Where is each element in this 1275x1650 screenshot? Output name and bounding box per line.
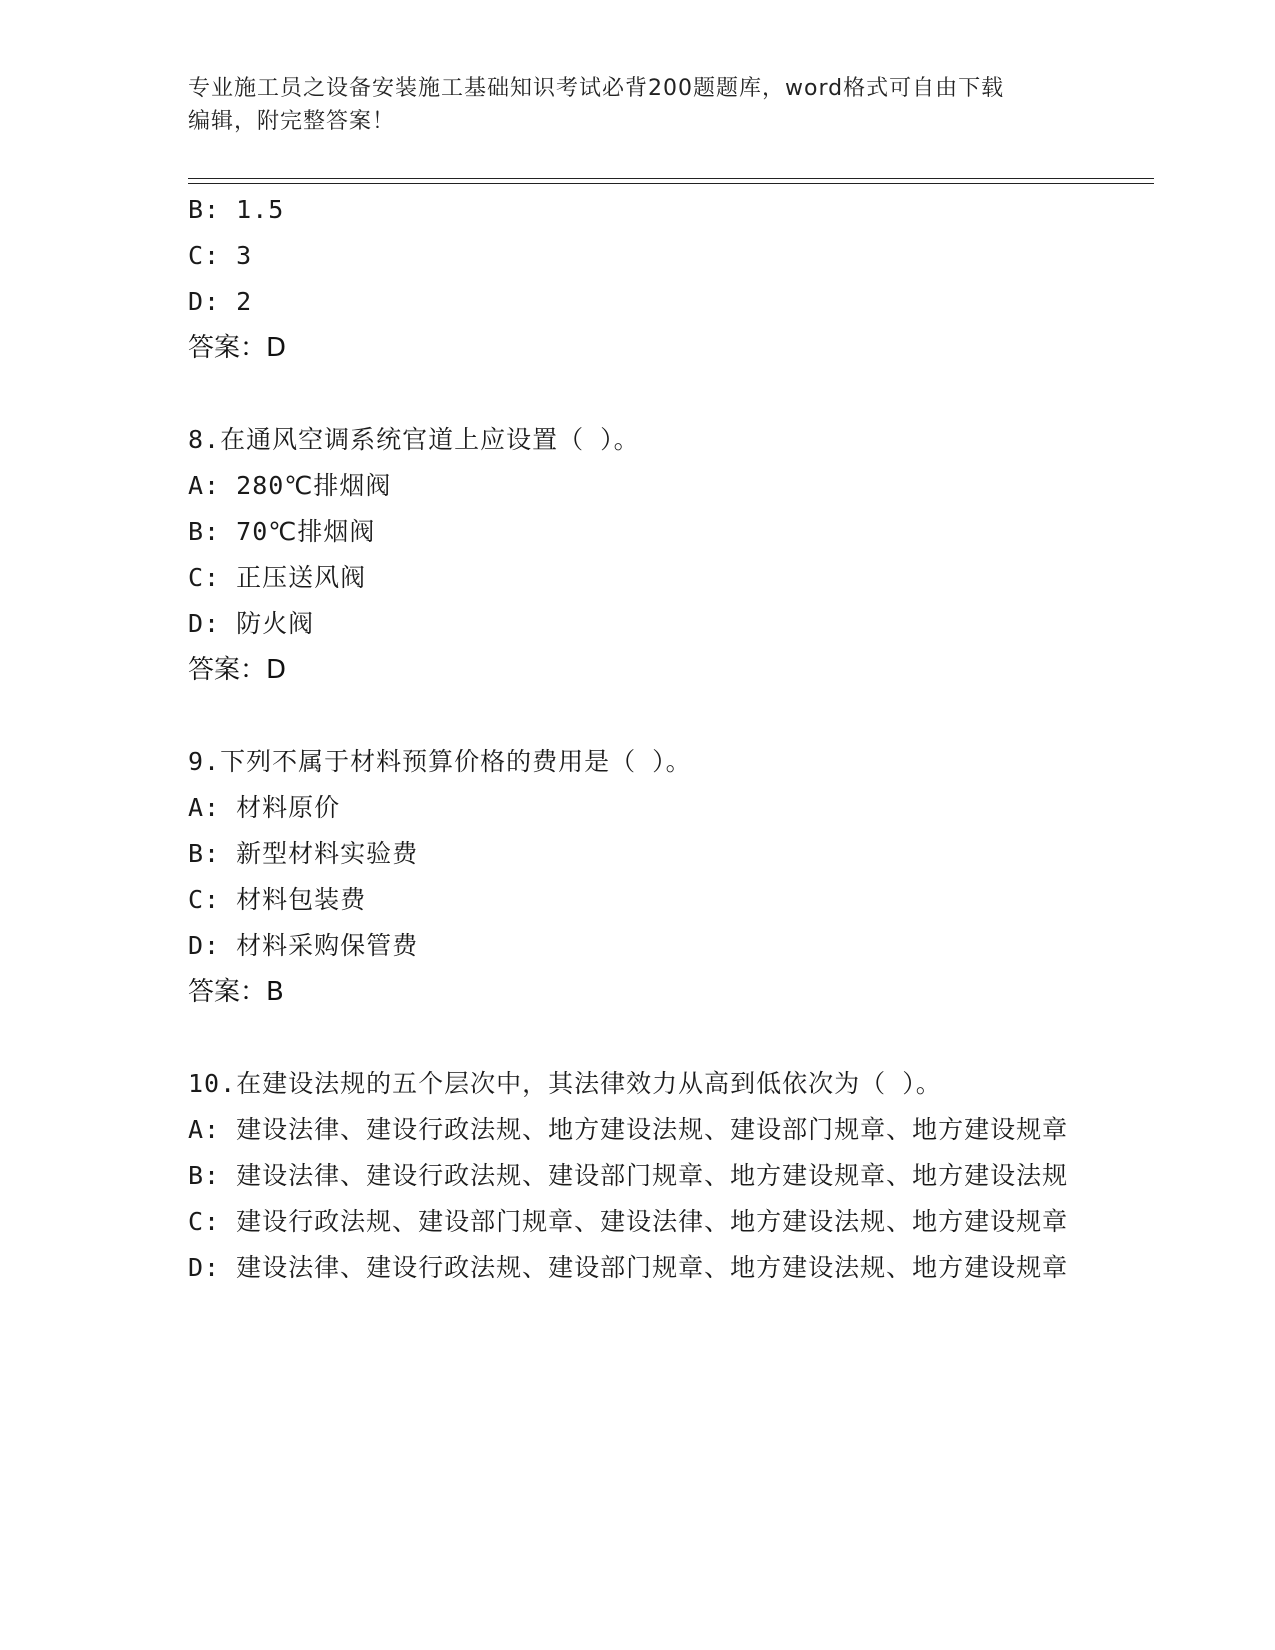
question-stem: 8.在通风空调系统官道上应设置（ ）。 [188, 425, 640, 454]
answer: 答案：D [188, 655, 287, 685]
question-stem: 9.下列不属于材料预算价格的费用是（ ）。 [188, 747, 692, 776]
option-a: A: 建设法律、建设行政法规、地方建设法规、建设部门规章、地方建设规章 [188, 1115, 1069, 1144]
question-8 [188, 417, 1088, 693]
question-10 [188, 1061, 1088, 1291]
option-d: D: 2 [188, 287, 253, 316]
question-list [188, 187, 1088, 1291]
option-d: D: 材料采购保管费 [188, 931, 419, 960]
option-c: C: 正压送风阀 [188, 563, 367, 592]
spacer [188, 693, 1088, 739]
option-b: B: 新型材料实验费 [188, 839, 419, 868]
question-7-continued [188, 187, 1088, 371]
option-c: C: 3 [188, 241, 253, 270]
spacer [188, 1015, 1088, 1061]
answer: 答案：B [188, 977, 284, 1007]
document-header [188, 72, 1088, 138]
option-b: B: 建设法律、建设行政法规、建设部门规章、地方建设规章、地方建设法规 [188, 1161, 1069, 1190]
option-d: D: 防火阀 [188, 609, 315, 638]
question-9 [188, 739, 1088, 1015]
answer: 答案：D [188, 333, 287, 363]
question-stem: 10.在建设法规的五个层次中，其法律效力从高到低依次为（ ）。 [188, 1069, 942, 1098]
option-b: B: 70℃排烟阀 [188, 517, 376, 546]
spacer [188, 371, 1088, 417]
header-divider [188, 178, 1154, 184]
option-d: D: 建设法律、建设行政法规、建设部门规章、地方建设法规、地方建设规章 [188, 1253, 1069, 1282]
option-a: A: 280℃排烟阀 [188, 471, 392, 500]
option-c: C: 建设行政法规、建设部门规章、建设法律、地方建设法规、地方建设规章 [188, 1207, 1069, 1236]
option-a: A: 材料原价 [188, 793, 341, 822]
option-c: C: 材料包装费 [188, 885, 367, 914]
option-b: B: 1.5 [188, 195, 285, 224]
header-title-line-2: 编辑，附完整答案！ [188, 109, 396, 134]
header-title-line-1: 专业施工员之设备安装施工基础知识考试必背200题题库，word格式可自由下载 [188, 76, 1005, 101]
